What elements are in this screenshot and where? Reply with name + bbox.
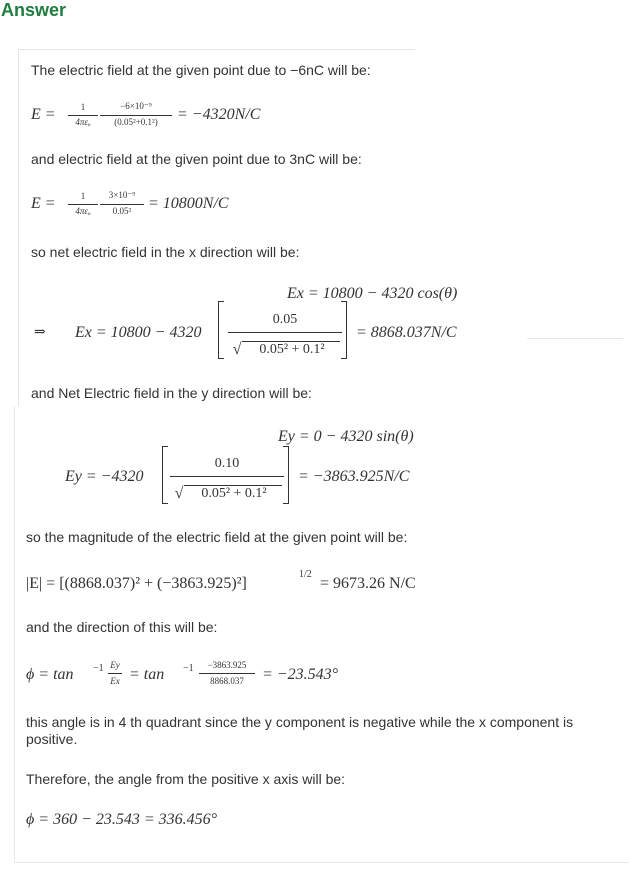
eq6-f2-bar <box>199 673 255 674</box>
eq4-radical-sign: √ <box>174 485 184 502</box>
eq6-sup2: −1 <box>183 663 194 674</box>
implies-arrow: ⇒ <box>34 325 46 340</box>
eq4-bracket-left <box>162 446 168 504</box>
eq4-bracket-right <box>283 446 289 504</box>
text-net-y: and Net Electric field in the y direction will be: <box>31 385 312 401</box>
eq1-coef-den: 4πεₒ <box>75 117 91 127</box>
text-direction: and the direction of this will be: <box>26 619 218 635</box>
eq3-bar <box>228 332 342 333</box>
eq6-f1-bar <box>108 673 122 674</box>
eq4-line1: Ey = 0 − 4320 sin(θ) <box>278 428 414 445</box>
eq3-radical-sign: √ <box>232 341 242 358</box>
eq4-result: = −3863.925N/C <box>298 468 410 485</box>
eq3-result: = 8868.037N/C <box>356 324 457 341</box>
eq6-lhs: ϕ = tan <box>26 666 74 683</box>
eq4-bar <box>170 476 284 477</box>
eq2-den: 0.05² <box>112 206 132 216</box>
eq3-line1: Ex = 10800 − 4320 cos(θ) <box>287 285 458 302</box>
eq2-num: 3×10⁻⁹ <box>108 190 136 200</box>
eq5-exponent: 1/2 <box>299 569 312 580</box>
eq6-sup1: −1 <box>93 663 104 674</box>
eq2-lhs: E = <box>31 195 56 212</box>
eq1-den: (0.05²+0.1²) <box>114 117 158 127</box>
divider-line <box>527 338 623 339</box>
text-magnitude: so the magnitude of the electric field at the given point will be: <box>26 529 408 545</box>
eq3-lhs: Ex = 10800 − 4320 <box>75 324 202 341</box>
eq2-coef-bar <box>68 204 98 205</box>
eq1-result: = −4320N/C <box>177 106 261 123</box>
eq3-den: 0.05² + 0.1² <box>259 342 325 357</box>
eq2-result: = 10800N/C <box>148 195 229 212</box>
answer-heading: Answer <box>1 0 67 20</box>
eq1-num: −6×10⁻⁹ <box>120 101 152 111</box>
text-net-x: so net electric field in the x direction will be: <box>31 244 300 260</box>
eq3-bracket-right <box>341 301 347 359</box>
text-field-minus6nc: The electric field at the given point due to −6nC will be: <box>31 62 371 78</box>
eq5-result: = 9673.26 N/C <box>320 575 416 592</box>
eq2-coef-num: 1 <box>80 191 86 201</box>
eq4-lhs: Ey = −4320 <box>65 468 144 485</box>
eq6-mid: = tan <box>129 666 165 683</box>
eq3-bracket-left <box>218 301 224 359</box>
eq1-bar <box>100 115 172 116</box>
text-field-3nc: and electric field at the given point due to 3nC will be: <box>31 151 362 167</box>
eq6-f2-den: 8868.037 <box>210 676 244 686</box>
eq6-f1-num: Ey <box>110 660 120 670</box>
eq1-lhs: E = <box>31 106 56 123</box>
eq1-coef-bar <box>68 115 98 116</box>
text-quadrant: this angle is in 4 th quadrant since the y component is negative while the x component is positive. <box>26 714 574 747</box>
eq4-den: 0.05² + 0.1² <box>201 486 267 501</box>
text-final-angle: Therefore, the angle from the positive x axis will be: <box>26 771 346 787</box>
eq2-bar <box>100 204 144 205</box>
eq2-coef-den: 4πεₒ <box>75 206 91 216</box>
eq6-result: = −23.543° <box>262 666 338 683</box>
eq4-num: 0.10 <box>214 456 240 471</box>
eq6-f1-den: Ex <box>110 676 120 686</box>
eq1-coef-num: 1 <box>80 102 86 112</box>
eq3-num: 0.05 <box>272 312 298 327</box>
equation-final-angle: ϕ = 360 − 23.543 = 336.456° <box>26 811 218 828</box>
eq6-f2-num: −3863.925 <box>207 660 247 670</box>
eq5-expr: |E| = [(8868.037)² + (−3863.925)²] <box>26 575 247 592</box>
